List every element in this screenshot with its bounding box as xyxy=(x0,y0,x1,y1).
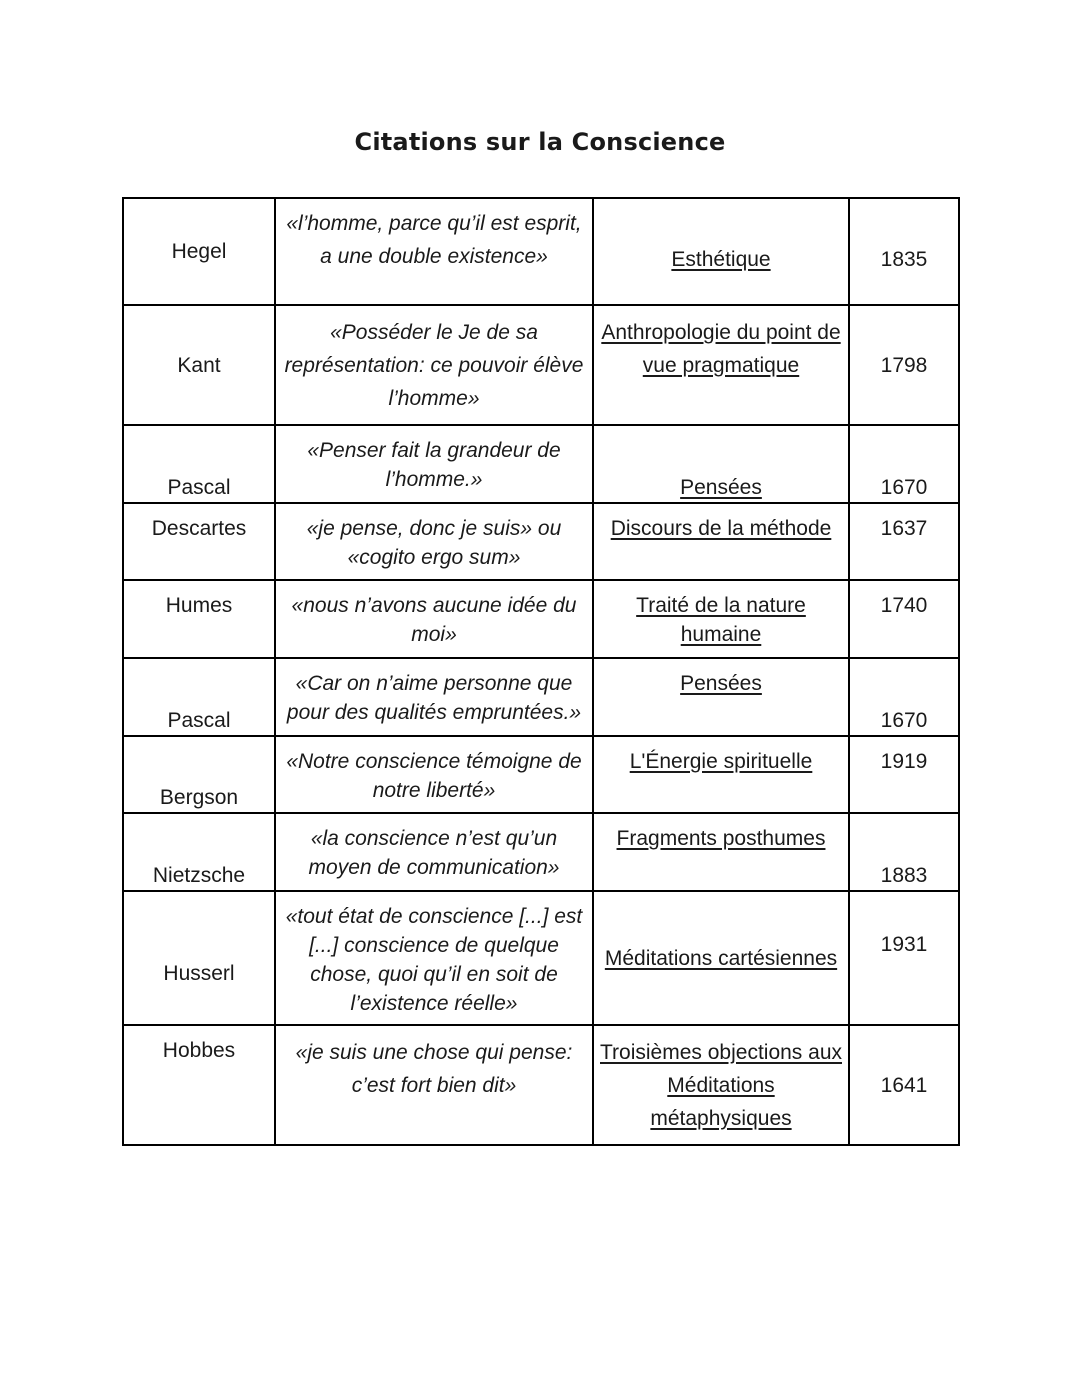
table-row xyxy=(123,198,959,305)
table-row xyxy=(123,891,959,1025)
quote-cell: «Penser fait la grandeur de l’homme.» xyxy=(275,425,593,503)
work-title: L'Énergie spirituelle xyxy=(629,750,813,773)
table-row xyxy=(123,503,959,580)
year-cell: 1883 xyxy=(849,813,959,891)
year-cell: 1740 xyxy=(849,580,959,658)
work-title: Pensées xyxy=(680,476,762,499)
year-cell: 1641 xyxy=(849,1025,959,1145)
quote-cell: «Notre conscience témoigne de notre liberté» xyxy=(275,736,593,813)
work-cell xyxy=(593,813,849,891)
quote-cell: «je suis une chose qui pense: c’est fort bien dit» xyxy=(275,1025,593,1145)
quote-cell: «nous n’avons aucune idée du moi» xyxy=(275,580,593,658)
page-title: Citations sur la Conscience xyxy=(354,128,726,156)
quote-cell: «tout état de conscience [...] est [...] conscience de quelque chose, quoi qu’il en soit de l’existence réelle» xyxy=(275,891,593,1025)
quote-cell: «je pense, donc je suis» ou «cogito ergo sum» xyxy=(275,503,593,580)
work-title: Anthropologie du point de vue pragmatique xyxy=(601,321,841,377)
work-cell xyxy=(593,305,849,425)
author-cell: Descartes xyxy=(123,503,275,580)
work-cell xyxy=(593,891,849,1025)
table-row xyxy=(123,1025,959,1145)
author-cell: Husserl xyxy=(123,891,275,1025)
author-cell: Pascal xyxy=(123,425,275,503)
work-cell xyxy=(593,198,849,305)
work-cell xyxy=(593,580,849,658)
work-cell xyxy=(593,503,849,580)
quote-cell: «Car on n’aime personne que pour des qualités empruntées.» xyxy=(275,658,593,736)
year-cell: 1670 xyxy=(849,425,959,503)
author-cell: Pascal xyxy=(123,658,275,736)
work-title: Traité de la nature humaine xyxy=(636,594,806,646)
author-cell: Humes xyxy=(123,580,275,658)
citations-table xyxy=(122,197,960,1146)
table-row xyxy=(123,580,959,658)
work-title: Discours de la méthode xyxy=(610,517,832,540)
quote-cell: «Posséder le Je de sa représentation: ce pouvoir élève l’homme» xyxy=(275,305,593,425)
work-title: Fragments posthumes xyxy=(616,827,826,850)
table-row xyxy=(123,425,959,503)
table-row xyxy=(123,813,959,891)
work-title: Méditations cartésiennes xyxy=(604,946,838,970)
work-cell xyxy=(593,425,849,503)
work-cell xyxy=(593,658,849,736)
year-cell: 1835 xyxy=(849,198,959,305)
year-cell: 1637 xyxy=(849,503,959,580)
year-cell: 1919 xyxy=(849,736,959,813)
author-cell: Hegel xyxy=(123,198,275,305)
year-cell: 1670 xyxy=(849,658,959,736)
year-cell: 1798 xyxy=(849,305,959,425)
author-cell: Nietzsche xyxy=(123,813,275,891)
table-row xyxy=(123,658,959,736)
work-title: Esthétique xyxy=(671,248,771,271)
table-row xyxy=(123,736,959,813)
table-row xyxy=(123,305,959,425)
quote-cell: «la conscience n’est qu’un moyen de communication» xyxy=(275,813,593,891)
work-title: Pensées xyxy=(680,672,762,695)
work-title: Troisièmes objections aux Méditations métaphysiques xyxy=(600,1041,842,1130)
work-cell xyxy=(593,736,849,813)
quote-cell: «l’homme, parce qu’il est esprit, a une double existence» xyxy=(275,198,593,305)
author-cell: Kant xyxy=(123,305,275,425)
year-cell: 1931 xyxy=(849,891,959,1025)
author-cell: Hobbes xyxy=(123,1025,275,1145)
work-cell xyxy=(593,1025,849,1145)
author-cell: Bergson xyxy=(123,736,275,813)
